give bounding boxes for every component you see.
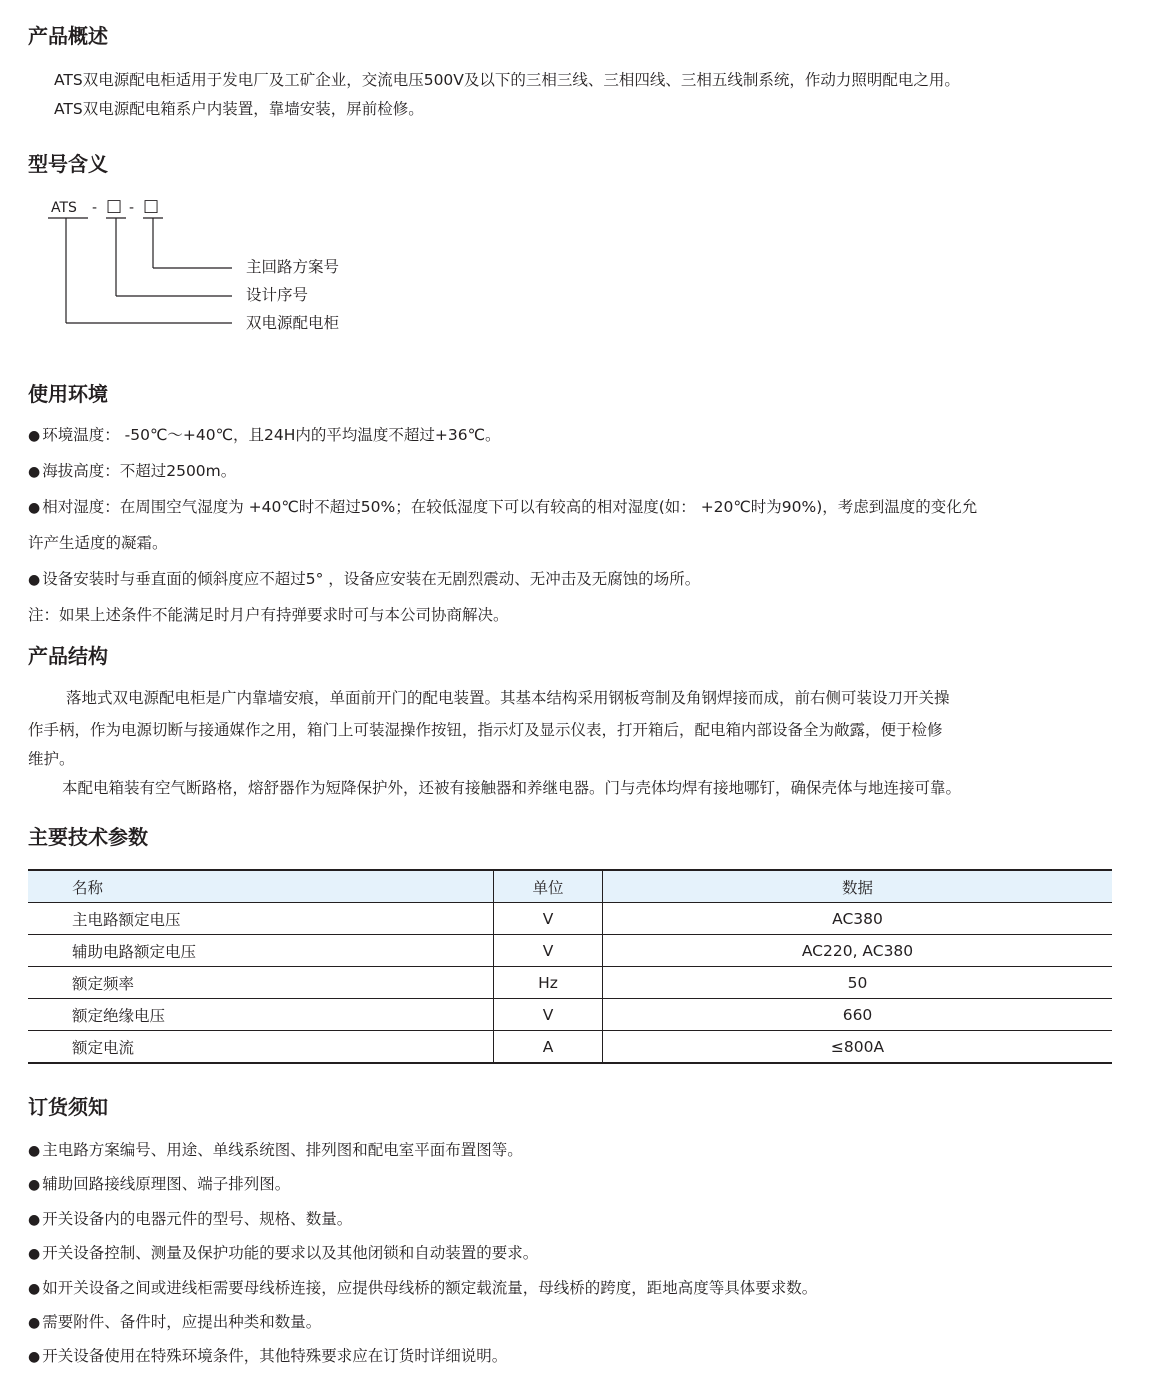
bullet-text: 设备安装时与垂直面的倾斜度应不超过5° ，设备应安装在无剧烈震动、无冲击及无腐蚀的场所。 [42,570,701,588]
cell-unit: A [494,1031,603,1064]
section-title-structure: 产品结构 [28,644,108,668]
cell-name: 额定频率 [28,967,494,999]
cell-value: 660 [603,999,1113,1031]
column-header-name: 名称 [28,870,494,903]
table-row [28,999,1112,1031]
overview-line-2: ATS双电源配电箱系户内装置，靠墙安装，屏前检修。 [54,100,424,118]
bullet-icon: ● [28,1281,41,1297]
bullet-icon: ● [28,1177,41,1193]
list-item [28,1207,352,1232]
model-code-separator: - [92,200,98,216]
cell-value: AC380 [603,903,1113,935]
list-item [28,459,236,484]
section-title-model: 型号含义 [28,152,108,176]
cell-unit: Hz [494,967,603,999]
list-item [28,423,500,448]
bullet-icon: ● [28,1315,41,1331]
bullet-icon: ● [28,428,41,444]
model-code-separator: - [129,200,135,216]
model-code-box-design: □ [106,196,123,216]
section-title-ordering: 订货须知 [28,1095,108,1119]
cell-unit: V [494,935,603,967]
bullet-text: 海拔高度：不超过2500m。 [42,462,237,480]
bullet-text: 环境温度： -50℃～+40℃，且24H内的平均温度不超过+36℃。 [42,426,501,444]
bullet-continuation: 许产生适度的凝霜。 [28,534,168,552]
bullet-icon: ● [28,500,41,516]
cell-name: 辅助电路额定电压 [28,935,494,967]
model-label-cabinet: 双电源配电柜 [246,314,340,332]
column-header-value: 数据 [603,870,1113,903]
column-header-unit: 单位 [494,870,603,903]
structure-line-4: 本配电箱装有空气断路格，熔舒器作为短降保护外，还被有接触器和养继电器。门与壳体均焊有接地哪钉，确保壳体与地连接可靠。 [62,779,962,797]
model-label-scheme: 主回路方案号 [246,258,340,276]
cell-name: 主电路额定电压 [28,903,494,935]
bullet-icon: ● [28,1246,41,1262]
list-item [28,495,977,520]
list-item [28,1138,523,1163]
bullet-icon: ● [28,1143,41,1159]
cell-unit: V [494,903,603,935]
cell-name: 额定绝缘电压 [28,999,494,1031]
model-code-prefix: ATS [51,200,77,216]
list-item [28,1172,290,1197]
table-header-row [28,870,1112,903]
bullet-text: 主电路方案编号、用途、单线系统图、排列图和配电室平面布置图等。 [42,1141,523,1159]
section-title-overview: 产品概述 [28,24,108,48]
structure-line-3: 维护。 [28,750,75,768]
section-title-params: 主要技术参数 [28,825,148,849]
environment-note: 注：如果上述条件不能满足时月户有持弹要求时可与本公司协商解决。 [28,606,509,624]
list-item [28,1276,817,1301]
structure-line-2: 作手柄，作为电源切断与接通媒作之用，箱门上可装湿操作按钮，指示灯及显示仪表，打开箱后，配电箱内部设备全为敞露，便于检修 [28,721,943,739]
bullet-icon: ● [28,1349,41,1365]
bullet-text: 开关设备内的电器元件的型号、规格、数量。 [42,1210,353,1228]
bullet-text: 开关设备控制、测量及保护功能的要求以及其他闭锁和自动装置的要求。 [42,1244,539,1262]
structure-line-1: 落地式双电源配电柜是广内靠墙安痕，单面前开门的配电装置。其基本结构采用钢板弯制及角钢焊接而成，前右侧可装设刀开关操 [66,689,950,707]
bullet-icon: ● [28,464,41,480]
bullet-text: 相对湿度：在周围空气湿度为 +40℃时不超过50%；在较低湿度下可以有较高的相对湿度(如： +20℃时为90%)，考虑到温度的变化允 [42,498,978,516]
bullet-text: 需要附件、备件时，应提出种类和数量。 [42,1313,322,1331]
model-diagram-lines [40,192,240,332]
list-item [28,567,700,592]
overview-line-1: ATS双电源配电柜适用于发电厂及工矿企业，交流电压500V及以下的三相三线、三相四线、三相五线制系统，作动力照明配电之用。 [54,71,960,89]
table-row [28,935,1112,967]
list-item [28,1241,538,1266]
model-code-box-scheme: □ [143,196,160,216]
table-row [28,967,1112,999]
cell-unit: V [494,999,603,1031]
table-row [28,903,1112,935]
cell-value: 50 [603,967,1113,999]
cell-name: 额定电流 [28,1031,494,1064]
params-table [28,869,1112,1064]
bullet-icon: ● [28,572,41,588]
cell-value: AC220, AC380 [603,935,1113,967]
cell-value: ≤800A [603,1031,1113,1064]
list-item [28,1344,507,1369]
section-title-environment: 使用环境 [28,382,108,406]
list-item [28,1310,321,1335]
bullet-text: 开关设备使用在特殊环境条件，其他特殊要求应在订货时详细说明。 [42,1347,508,1365]
bullet-text: 如开关设备之间或进线柜需要母线桥连接，应提供母线桥的额定载流量，母线桥的跨度，距地高度等具体要求数。 [42,1279,818,1297]
bullet-text: 辅助回路接线原理图、端子排列图。 [42,1175,291,1193]
model-label-design: 设计序号 [246,286,309,304]
table-row [28,1031,1112,1064]
bullet-icon: ● [28,1212,41,1228]
